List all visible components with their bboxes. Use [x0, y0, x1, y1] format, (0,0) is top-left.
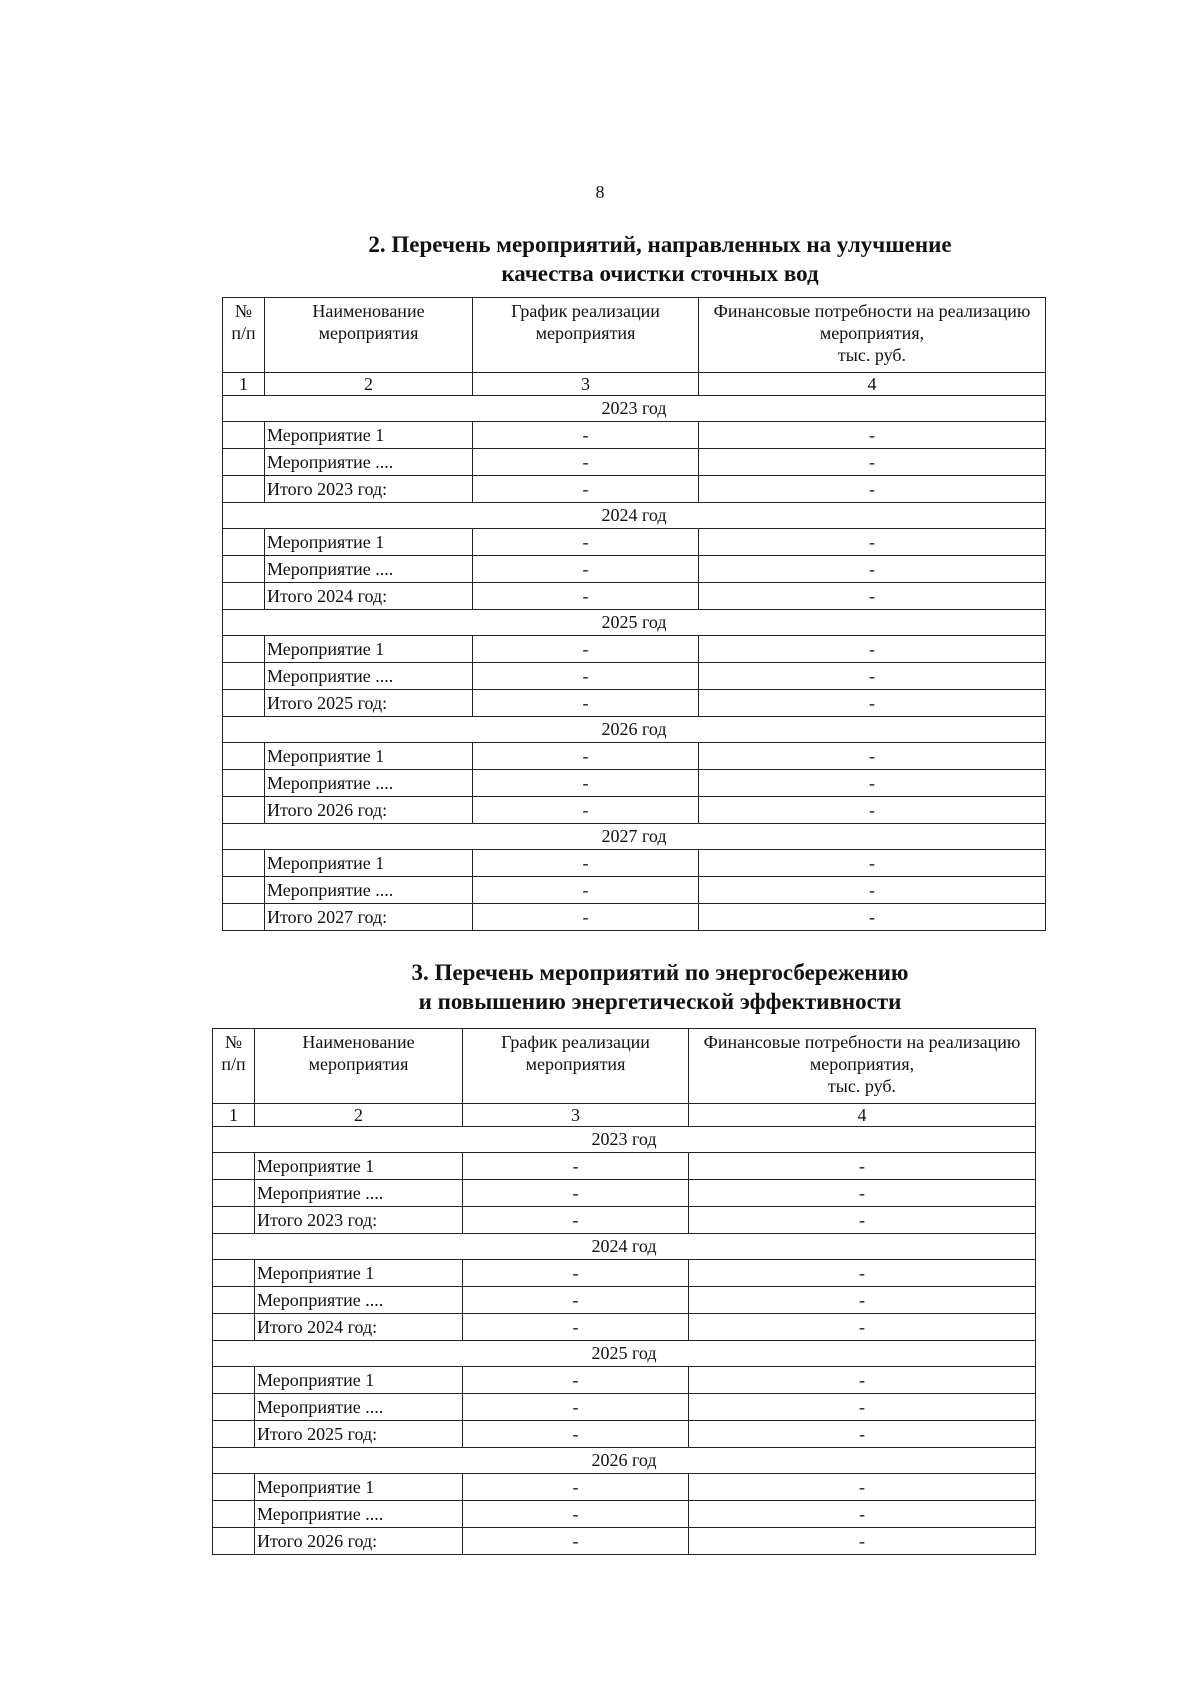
measure-name: Мероприятие 1: [265, 743, 473, 770]
year-label: 2023 год: [223, 396, 1046, 422]
header-text: тыс. руб.: [837, 345, 907, 365]
row-index-cell: [213, 1501, 255, 1528]
row-index-cell: [223, 743, 265, 770]
measure-name: Мероприятие ....: [265, 449, 473, 476]
schedule-value: -: [473, 449, 699, 476]
measure-name: Мероприятие 1: [255, 1153, 463, 1180]
year-label: 2026 год: [223, 717, 1046, 743]
measure-name: Мероприятие ....: [265, 877, 473, 904]
row-index-cell: [213, 1314, 255, 1341]
measure-name: Мероприятие 1: [265, 636, 473, 663]
section-title-line: 2. Перечень мероприятий, направленных на улучшение: [368, 232, 952, 257]
year-label: 2027 год: [223, 824, 1046, 850]
year-row: [223, 824, 1046, 850]
section-title-line: 3. Перечень мероприятий по энергосбережению: [411, 960, 909, 985]
schedule-value: -: [463, 1207, 689, 1234]
measure-name: Итого 2023 год:: [265, 476, 473, 503]
schedule-value: -: [473, 636, 699, 663]
row-index-cell: [223, 476, 265, 503]
section-title-line: качества очистки сточных вод: [501, 261, 819, 286]
header-text: Финансовые потребности на реализацию: [703, 1032, 1021, 1052]
measure-name: Итого 2025 год:: [265, 690, 473, 717]
header-cell-3: [463, 1029, 689, 1104]
schedule-value: -: [473, 743, 699, 770]
header-cell-3: [473, 298, 699, 373]
table-row: [213, 1394, 1036, 1421]
finance-value: -: [699, 449, 1046, 476]
row-index-cell: [223, 904, 265, 931]
header-text: Финансовые потребности на реализацию: [713, 301, 1031, 321]
measure-name: Итого 2024 год:: [255, 1314, 463, 1341]
finance-value: -: [699, 797, 1046, 824]
schedule-value: -: [473, 529, 699, 556]
row-index-cell: [223, 770, 265, 797]
table-row: [213, 1367, 1036, 1394]
table-row: [223, 877, 1046, 904]
table-row: [223, 583, 1046, 610]
schedule-value: -: [463, 1528, 689, 1555]
header-text: мероприятия: [308, 1054, 409, 1074]
year-label: 2025 год: [223, 610, 1046, 636]
schedule-value: -: [473, 583, 699, 610]
schedule-value: -: [463, 1260, 689, 1287]
table-row: [223, 690, 1046, 717]
row-index-cell: [223, 556, 265, 583]
table-row: [213, 1528, 1036, 1555]
schedule-value: -: [463, 1394, 689, 1421]
column-number: 3: [473, 373, 699, 396]
table-header-row: [213, 1029, 1036, 1104]
year-row: [223, 717, 1046, 743]
schedule-value: -: [463, 1180, 689, 1207]
header-text: мероприятия,: [809, 1054, 915, 1074]
finance-value: -: [689, 1314, 1036, 1341]
table-row: [213, 1287, 1036, 1314]
section-title-line: и повышению энергетической эффективности: [418, 989, 902, 1014]
measure-name: Мероприятие ....: [255, 1287, 463, 1314]
table-row: [223, 556, 1046, 583]
table-row: [223, 529, 1046, 556]
row-index-cell: [213, 1421, 255, 1448]
header-text: тыс. руб.: [827, 1076, 897, 1096]
table-row: [213, 1207, 1036, 1234]
schedule-value: -: [463, 1474, 689, 1501]
column-number: 4: [699, 373, 1046, 396]
table-header-row: [223, 298, 1046, 373]
table-row: [213, 1474, 1036, 1501]
finance-value: -: [689, 1501, 1036, 1528]
column-number: 1: [223, 373, 265, 396]
table-row: [223, 449, 1046, 476]
measure-name: Мероприятие ....: [255, 1501, 463, 1528]
finance-value: -: [689, 1528, 1036, 1555]
table-row: [223, 797, 1046, 824]
finance-value: -: [699, 556, 1046, 583]
schedule-value: -: [463, 1367, 689, 1394]
year-row: [223, 610, 1046, 636]
schedule-value: -: [473, 663, 699, 690]
header-text: График реализации: [501, 1032, 650, 1052]
table-row: [223, 476, 1046, 503]
row-index-cell: [223, 529, 265, 556]
schedule-value: -: [463, 1287, 689, 1314]
schedule-value: -: [473, 797, 699, 824]
header-text: №: [224, 1032, 243, 1052]
row-index-cell: [213, 1394, 255, 1421]
column-number-row: [213, 1104, 1036, 1127]
measure-name: Мероприятие 1: [255, 1367, 463, 1394]
schedule-value: -: [473, 904, 699, 931]
section-title-energy: [300, 958, 1020, 1016]
row-index-cell: [223, 663, 265, 690]
column-number: 1: [213, 1104, 255, 1127]
finance-value: -: [699, 583, 1046, 610]
header-text: п/п: [221, 1054, 246, 1074]
finance-value: -: [689, 1153, 1036, 1180]
header-text: мероприятия: [525, 1054, 626, 1074]
schedule-value: -: [473, 476, 699, 503]
row-index-cell: [213, 1260, 255, 1287]
measure-name: Итого 2027 год:: [265, 904, 473, 931]
year-row: [213, 1448, 1036, 1474]
header-text: Наименование: [312, 301, 425, 321]
row-index-cell: [223, 690, 265, 717]
table-row: [213, 1314, 1036, 1341]
header-cell-2: [255, 1029, 463, 1104]
section-title-wastewater: [300, 230, 1020, 288]
finance-value: -: [689, 1207, 1036, 1234]
schedule-value: -: [473, 770, 699, 797]
schedule-value: -: [473, 556, 699, 583]
finance-value: -: [699, 877, 1046, 904]
year-label: 2025 год: [213, 1341, 1036, 1367]
schedule-value: -: [463, 1314, 689, 1341]
measure-name: Мероприятие ....: [265, 770, 473, 797]
measure-name: Итого 2026 год:: [255, 1528, 463, 1555]
year-label: 2026 год: [213, 1448, 1036, 1474]
finance-value: -: [699, 904, 1046, 931]
column-number: 2: [265, 373, 473, 396]
finance-value: -: [699, 850, 1046, 877]
header-text: мероприятия: [318, 323, 419, 343]
table-row: [213, 1501, 1036, 1528]
schedule-value: -: [463, 1421, 689, 1448]
measure-name: Мероприятие ....: [265, 663, 473, 690]
measure-name: Мероприятие 1: [255, 1474, 463, 1501]
measures-table-energy: [212, 1028, 1036, 1555]
header-text: №: [234, 301, 253, 321]
measure-name: Мероприятие 1: [265, 850, 473, 877]
measures-table-wastewater: [222, 297, 1046, 931]
finance-value: -: [689, 1474, 1036, 1501]
finance-value: -: [689, 1421, 1036, 1448]
year-row: [223, 503, 1046, 529]
column-number: 2: [255, 1104, 463, 1127]
row-index-cell: [213, 1367, 255, 1394]
year-label: 2024 год: [223, 503, 1046, 529]
row-index-cell: [223, 850, 265, 877]
year-row: [213, 1234, 1036, 1260]
finance-value: -: [699, 663, 1046, 690]
row-index-cell: [213, 1153, 255, 1180]
table-row: [213, 1421, 1036, 1448]
measure-name: Итого 2024 год:: [265, 583, 473, 610]
finance-value: -: [699, 690, 1046, 717]
header-cell-4: [689, 1029, 1036, 1104]
measure-name: Мероприятие 1: [265, 529, 473, 556]
finance-value: -: [699, 422, 1046, 449]
year-label: 2023 год: [213, 1127, 1036, 1153]
finance-value: -: [699, 529, 1046, 556]
finance-value: -: [689, 1180, 1036, 1207]
row-index-cell: [223, 636, 265, 663]
header-cell-4: [699, 298, 1046, 373]
measure-name: Мероприятие ....: [255, 1180, 463, 1207]
measure-name: Мероприятие 1: [255, 1260, 463, 1287]
header-text: График реализации: [511, 301, 660, 321]
table-row: [213, 1153, 1036, 1180]
header-cell-1: [223, 298, 265, 373]
year-label: 2024 год: [213, 1234, 1036, 1260]
table-row: [223, 743, 1046, 770]
schedule-value: -: [473, 422, 699, 449]
row-index-cell: [213, 1474, 255, 1501]
year-row: [213, 1341, 1036, 1367]
table-row: [223, 636, 1046, 663]
page-number: 8: [595, 182, 605, 202]
schedule-value: -: [463, 1501, 689, 1528]
finance-value: -: [689, 1287, 1036, 1314]
column-number: 4: [689, 1104, 1036, 1127]
header-cell-2: [265, 298, 473, 373]
finance-value: -: [699, 476, 1046, 503]
header-text: Наименование: [302, 1032, 415, 1052]
header-text: мероприятия: [535, 323, 636, 343]
schedule-value: -: [473, 690, 699, 717]
row-index-cell: [213, 1207, 255, 1234]
table-row: [213, 1260, 1036, 1287]
row-index-cell: [213, 1287, 255, 1314]
finance-value: -: [699, 743, 1046, 770]
row-index-cell: [223, 449, 265, 476]
measure-name: Итого 2025 год:: [255, 1421, 463, 1448]
row-index-cell: [223, 422, 265, 449]
header-cell-1: [213, 1029, 255, 1104]
year-row: [213, 1127, 1036, 1153]
year-row: [223, 396, 1046, 422]
table-row: [223, 850, 1046, 877]
row-index-cell: [223, 583, 265, 610]
schedule-value: -: [473, 850, 699, 877]
row-index-cell: [213, 1528, 255, 1555]
schedule-value: -: [463, 1153, 689, 1180]
finance-value: -: [689, 1367, 1036, 1394]
table-row: [223, 904, 1046, 931]
header-text: п/п: [231, 323, 256, 343]
column-number-row: [223, 373, 1046, 396]
row-index-cell: [213, 1180, 255, 1207]
row-index-cell: [223, 877, 265, 904]
column-number: 3: [463, 1104, 689, 1127]
schedule-value: -: [473, 877, 699, 904]
finance-value: -: [689, 1260, 1036, 1287]
table-row: [223, 422, 1046, 449]
table-row: [213, 1180, 1036, 1207]
finance-value: -: [699, 770, 1046, 797]
table-row: [223, 770, 1046, 797]
measure-name: Мероприятие ....: [255, 1394, 463, 1421]
finance-value: -: [689, 1394, 1036, 1421]
measure-name: Итого 2023 год:: [255, 1207, 463, 1234]
measure-name: Итого 2026 год:: [265, 797, 473, 824]
measure-name: Мероприятие ....: [265, 556, 473, 583]
header-text: мероприятия,: [819, 323, 925, 343]
table-row: [223, 663, 1046, 690]
measure-name: Мероприятие 1: [265, 422, 473, 449]
finance-value: -: [699, 636, 1046, 663]
row-index-cell: [223, 797, 265, 824]
